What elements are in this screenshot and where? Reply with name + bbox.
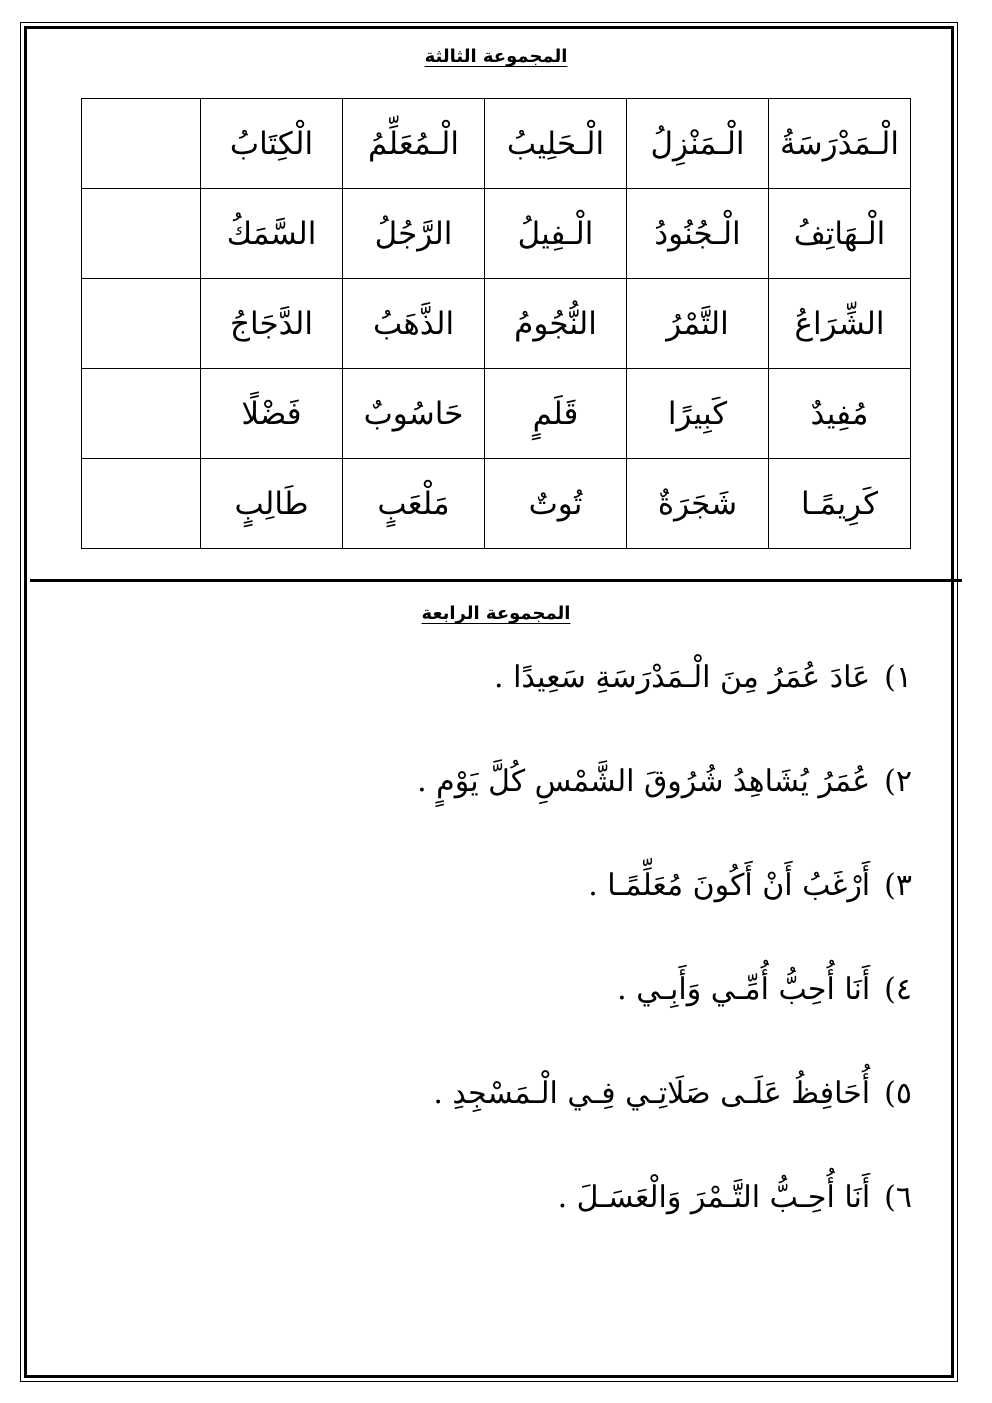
table-cell-word: كَرِيمًـا bbox=[769, 459, 911, 549]
table-cell-word: شَجَرَةٌ bbox=[627, 459, 769, 549]
section-divider bbox=[30, 579, 962, 582]
table-cell-word: الْـمَدْرَسَةُ bbox=[769, 99, 911, 189]
sentence-number: ٣) bbox=[884, 868, 912, 903]
table-cell-word: الذَّهَبُ bbox=[343, 279, 485, 369]
table-cell-empty bbox=[82, 279, 201, 369]
sentence-item bbox=[72, 1076, 912, 1180]
sentence-text: عَادَ عُمَرُ مِنَ الْـمَدْرَسَةِ سَعِيدًا . bbox=[494, 660, 871, 695]
sentence-number: ٦) bbox=[884, 1180, 912, 1215]
table-cell-word: الْـجُنُودُ bbox=[627, 189, 769, 279]
table-cell-word: فَضْلًا bbox=[201, 369, 343, 459]
table-row bbox=[82, 99, 911, 189]
table-cell-word: الشِّرَاعُ bbox=[769, 279, 911, 369]
group3-title-container bbox=[0, 46, 992, 67]
table-cell-word: الدَّجَاجُ bbox=[201, 279, 343, 369]
sentence-text: أَنَا أُحِبُّ أُمِّـي وَأَبِـي . bbox=[617, 972, 871, 1007]
sentence-number: ١) bbox=[884, 660, 912, 695]
table-row bbox=[82, 189, 911, 279]
table-cell-word: كَبِيرًا bbox=[627, 369, 769, 459]
group3-word-table bbox=[81, 98, 911, 549]
table-cell-word: الْـمُعَلِّمُ bbox=[343, 99, 485, 189]
table-cell-word: مَلْعَبٍ bbox=[343, 459, 485, 549]
table-cell-word: حَاسُوبٌ bbox=[343, 369, 485, 459]
table-cell-empty bbox=[82, 189, 201, 279]
sentence-item bbox=[72, 868, 912, 972]
table-cell-empty bbox=[82, 99, 201, 189]
table-cell-word: مُفِيدٌ bbox=[769, 369, 911, 459]
sentence-item bbox=[72, 764, 912, 868]
table-cell-word: الرَّجُلُ bbox=[343, 189, 485, 279]
table-cell-word: تُوتٌ bbox=[485, 459, 627, 549]
table-cell-word: التَّمْرُ bbox=[627, 279, 769, 369]
sentence-text: أَرْغَبُ أَنْ أَكُونَ مُعَلِّمًـا . bbox=[588, 868, 871, 903]
sentence-number: ٥) bbox=[884, 1076, 912, 1111]
table-cell-word: قَلَمٍ bbox=[485, 369, 627, 459]
table-cell-word: الْـمَنْزِلُ bbox=[627, 99, 769, 189]
table-cell-empty bbox=[82, 459, 201, 549]
table-cell-word: الْـهَاتِفُ bbox=[769, 189, 911, 279]
table-cell-word: الْكِتَابُ bbox=[201, 99, 343, 189]
group4-sentence-list bbox=[72, 660, 912, 1284]
group3-title: المجموعة الثالثة bbox=[424, 46, 568, 67]
sentence-number: ٤) bbox=[884, 972, 912, 1007]
table-cell-word: النُّجُومُ bbox=[485, 279, 627, 369]
table-row bbox=[82, 369, 911, 459]
table-row bbox=[82, 459, 911, 549]
table-cell-word: الْـحَلِيبُ bbox=[485, 99, 627, 189]
sentence-text: أُحَافِظُ عَلَـى صَلَاتِـي فِـي الْـمَسْجِدِ . bbox=[433, 1076, 871, 1111]
sentence-text: عُمَرُ يُشَاهِدُ شُرُوقَ الشَّمْسِ كُلَّ يَوْمٍ . bbox=[417, 764, 871, 799]
sentence-item bbox=[72, 660, 912, 764]
table-cell-word: الْـفِيلُ bbox=[485, 189, 627, 279]
table-cell-empty bbox=[82, 369, 201, 459]
sentence-number: ٢) bbox=[884, 764, 912, 799]
table-row bbox=[82, 279, 911, 369]
group4-title: المجموعة الرابعة bbox=[421, 603, 571, 624]
table-cell-word: السَّمَكُ bbox=[201, 189, 343, 279]
sentence-item bbox=[72, 972, 912, 1076]
group4-title-container bbox=[0, 603, 992, 624]
table-cell-word: طَالِبٍ bbox=[201, 459, 343, 549]
sentence-item bbox=[72, 1180, 912, 1284]
sentence-text: أَنَا أُحِـبُّ التَّـمْرَ وَالْعَسَـلَ . bbox=[557, 1180, 871, 1215]
